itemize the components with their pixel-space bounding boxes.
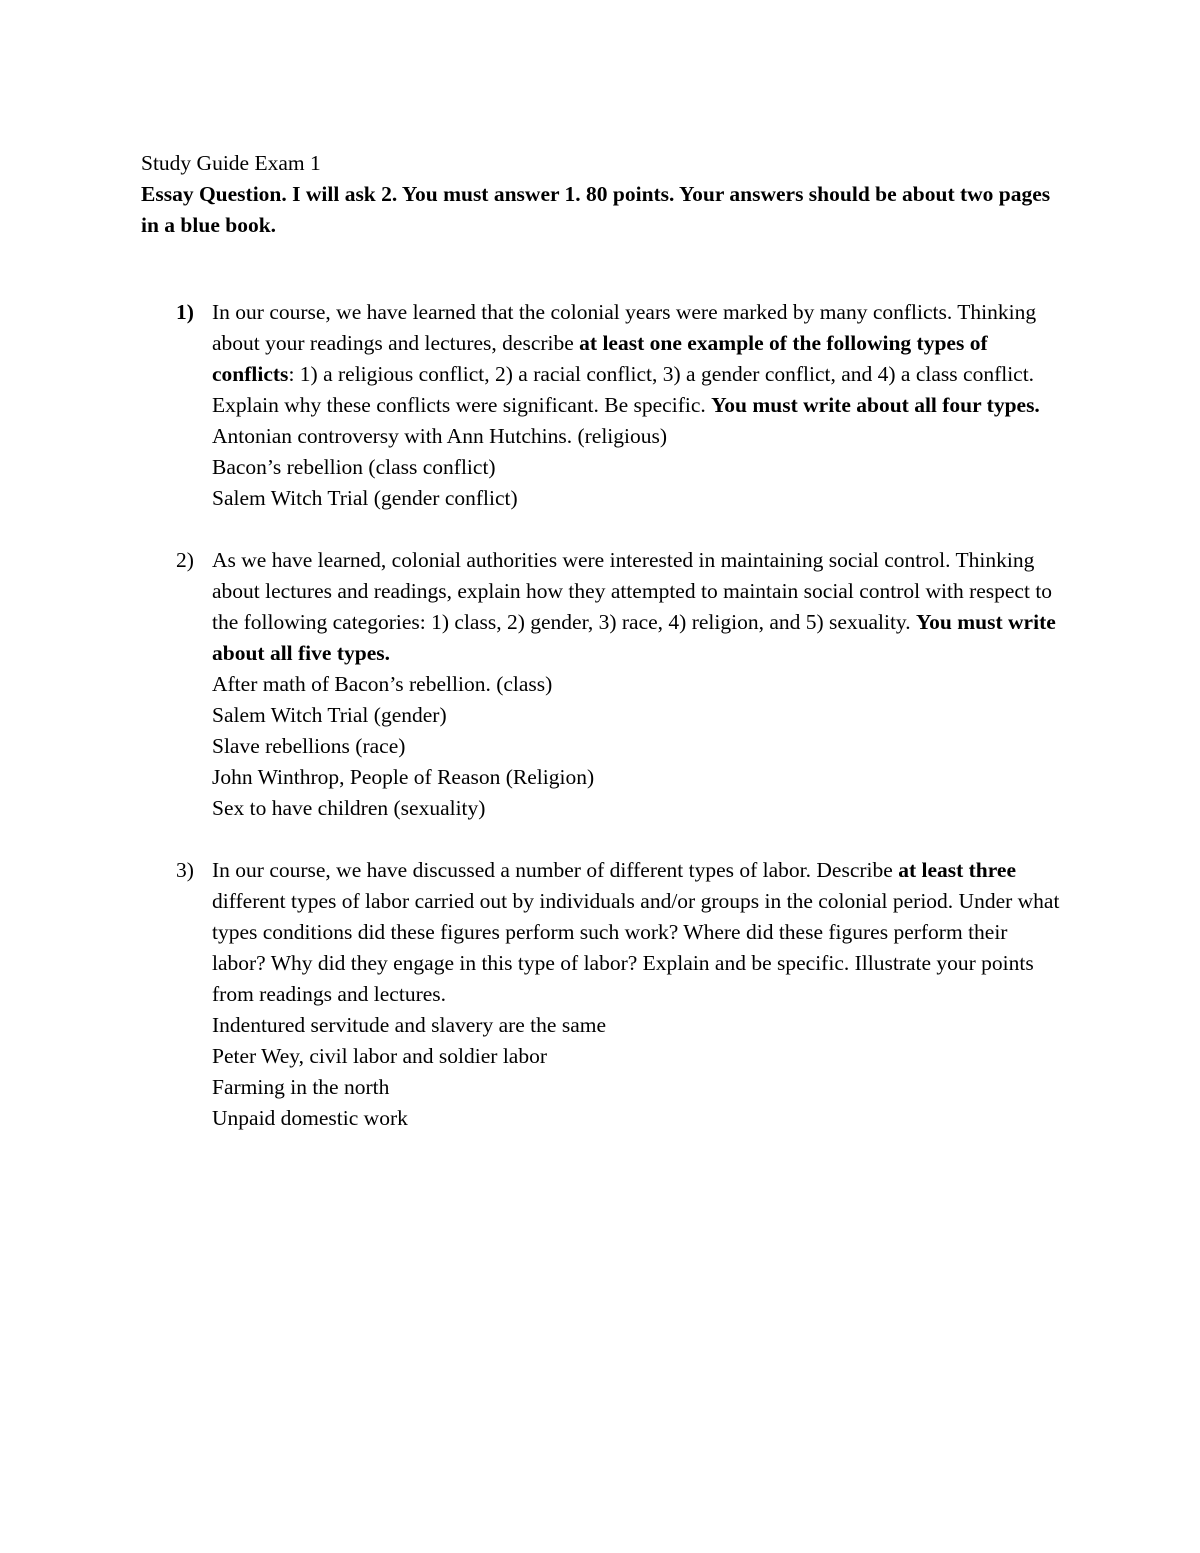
answer-note: John Winthrop, People of Reason (Religion) xyxy=(212,765,595,789)
page-title: Study Guide Exam 1 xyxy=(141,151,321,175)
prompt-text: As we have learned, colonial authorities were interested in maintaining social control. Thinking about lectures and readings, explain how they attempted to maintain social control with respect to the following categories: 1) class, 2) gender, 3) race, 4) religion, and 5) sexuality. xyxy=(212,548,1053,634)
answer-note: Peter Wey, civil labor and soldier labor xyxy=(212,1044,548,1068)
answer-note: Slave rebellions (race) xyxy=(212,734,406,758)
prompt-emphasis: You must write about all five types. xyxy=(212,610,1056,665)
question-item xyxy=(141,545,1061,824)
answer-note: Salem Witch Trial (gender conflict) xyxy=(212,486,518,510)
prompt-text: different types of labor carried out by individuals and/or groups in the colonial period. Under what types conditions did these figures perform such work? Where did these figures perform their labor? Why did they engage in this type of labor? Explain and be specific. Illustrate your points from readings and lectures. xyxy=(212,889,1060,1006)
answer-note: Unpaid domestic work xyxy=(212,1106,408,1130)
answer-note: After math of Bacon’s rebellion. (class) xyxy=(212,672,553,696)
prompt-text: In our course, we have discussed a number of different types of labor. Describe xyxy=(212,858,899,882)
answer-notes xyxy=(212,1010,1061,1134)
question-prompt xyxy=(212,855,1061,1010)
document-page xyxy=(141,148,1061,1165)
question-prompt xyxy=(212,297,1061,421)
prompt-emphasis: at least three xyxy=(898,858,1016,882)
question-item xyxy=(141,297,1061,514)
question-list xyxy=(141,297,1061,1134)
answer-notes xyxy=(212,669,1061,824)
prompt-text: : 1) a religious conflict, 2) a racial conflict, 3) a gender conflict, and 4) a class conflict. Explain why these conflicts were significant. Be specific. xyxy=(212,362,1035,417)
answer-note: Indentured servitude and slavery are the same xyxy=(212,1013,607,1037)
question-number: 2) xyxy=(176,548,194,572)
question-prompt xyxy=(212,545,1061,669)
question-number: 1) xyxy=(176,300,194,324)
answer-note: Antonian controversy with Ann Hutchins. (religious) xyxy=(212,424,668,448)
prompt-text: In our course, we have learned that the colonial years were marked by many conflicts. Thinking about your readings and lectures, describe xyxy=(212,300,1037,355)
answer-notes xyxy=(212,421,1061,514)
answer-note: Sex to have children (sexuality) xyxy=(212,796,486,820)
prompt-emphasis: You must write about all four types. xyxy=(711,393,1040,417)
answer-note: Salem Witch Trial (gender) xyxy=(212,703,447,727)
question-number: 3) xyxy=(176,858,194,882)
answer-note: Bacon’s rebellion (class conflict) xyxy=(212,455,496,479)
essay-instructions: Essay Question. I will ask 2. You must answer 1. 80 points. Your answers should be about two pages in a blue book. xyxy=(141,182,1051,237)
prompt-emphasis: at least one example of the following types of conflicts xyxy=(212,331,988,386)
question-item xyxy=(141,855,1061,1134)
answer-note: Farming in the north xyxy=(212,1075,390,1099)
